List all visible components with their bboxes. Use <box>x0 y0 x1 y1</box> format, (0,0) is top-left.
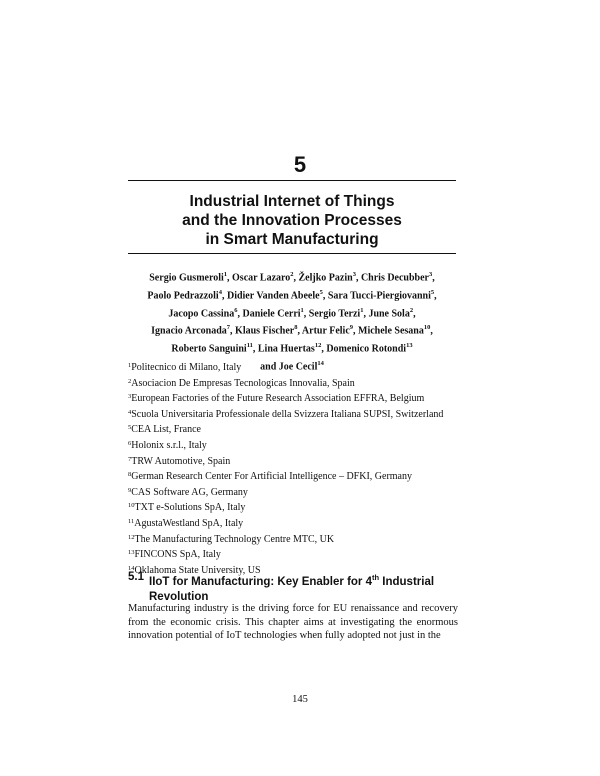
affiliation-item <box>128 406 458 422</box>
author-affiliation-number: 12 <box>314 342 322 350</box>
author-name: Sara Tucci-Piergiovanni <box>327 290 431 302</box>
affiliation-item <box>128 484 458 500</box>
affiliation-item <box>128 531 458 547</box>
author-affiliation-number: 10 <box>423 324 431 332</box>
author-name: Paolo Pedrazzoli <box>147 290 219 302</box>
affiliation-number: 8 <box>128 471 132 479</box>
affiliation-text: TXT e-Solutions SpA, Italy <box>134 502 246 514</box>
author-name: Jacopo Cassina <box>168 307 235 319</box>
author-affiliation-number: 9 <box>349 324 354 332</box>
affiliation-item <box>128 453 458 469</box>
bottom-rule <box>128 253 456 254</box>
author-name: Daniele Cerri <box>242 307 301 319</box>
author-name: Domenico Rotondi <box>326 343 407 355</box>
author-affiliation-number: 2 <box>409 306 414 314</box>
affiliation-item <box>128 499 458 515</box>
affiliation-number: 1 <box>128 362 132 369</box>
section-title-part: IIoT for Manufacturing: Key Enabler for 4 <box>149 575 372 588</box>
author-name: Chris Decubber <box>360 272 429 284</box>
section-number: 5.1 <box>128 571 144 583</box>
affiliation-text: CEA List, France <box>131 424 201 436</box>
author-name: Klaus Fischer <box>235 325 295 337</box>
author-name: Sergio Terzi <box>308 307 361 319</box>
author-name: Lina Huertas <box>257 343 315 355</box>
affiliation-number: 9 <box>128 486 132 494</box>
author-affiliation-number: 1 <box>223 271 228 278</box>
affiliation-number: 14 <box>128 564 135 572</box>
affiliation-text: Scuola Universitaria Professionale della Svizzera Italiana SUPSI, Switzerland <box>131 408 444 420</box>
author-affiliation-number: 1 <box>360 306 364 314</box>
affiliation-item <box>128 546 458 562</box>
author-affiliation-number: 5 <box>319 288 323 296</box>
author-conjunction: and <box>260 361 279 373</box>
affiliation-item <box>128 375 458 391</box>
affiliation-item <box>128 515 458 531</box>
affiliation-text: Oklahoma State University, US <box>134 564 261 576</box>
author-name: Sergio Gusmeroli <box>149 272 224 284</box>
affiliation-text: European Factories of the Future Research Association EFFRA, Belgium <box>131 393 425 405</box>
section-title-part: Industrial <box>379 575 435 588</box>
author-affiliation-number: 7 <box>226 324 231 332</box>
affiliation-number: 10 <box>128 502 135 510</box>
author-name: June Sola <box>368 307 410 319</box>
author-affiliation-number: 13 <box>406 342 413 350</box>
author-list: Sergio Gusmeroli$^1$, Oscar Lazaro$^2$, Željko Pazin$^3$, Chris Decubber$^3$, Paolo Pedrazzoli$^4$, Didier Vanden Abeele$^5$, Sara Tucci-Piergiovanni$^5$, Jacopo Cassina$^6$, Daniele Cerri$^1$, Sergio Terzi$^1$, June Sola$^2$, Ignacio Arconada$^7$, Klaus Fischer$^8$, Artur Felic$^9$, Michele Sesana$^{10}$, Roberto Sanguini$^{11}$, Lina Huertas$^{12}$, Domenico Rotondi$^{13}$ and Joe Cecil$^{14}$ <box>147 271 437 373</box>
affiliation-list <box>128 359 458 577</box>
affiliation-number: 12 <box>128 533 135 541</box>
affiliation-item <box>128 468 458 484</box>
affiliation-number: 7 <box>128 455 132 463</box>
section-title <box>149 570 458 605</box>
author-name: Joe Cecil <box>278 361 318 373</box>
affiliation-number: 5 <box>128 424 132 432</box>
author-name: Michele Sesana <box>358 325 424 337</box>
chapter-title-line: and the Innovation Processes <box>182 212 402 229</box>
affiliation-text: AgustaWestland SpA, Italy <box>134 517 244 529</box>
author-affiliation-number: 11 <box>246 342 253 350</box>
affiliation-text: CAS Software AG, Germany <box>131 486 248 498</box>
affiliation-text: Politecnico di Milano, Italy <box>131 362 242 373</box>
affiliation-number: 11 <box>128 517 135 525</box>
author-name: Željko Pazin <box>298 272 353 284</box>
author-affiliation-number: 4 <box>218 288 222 296</box>
affiliation-item <box>128 437 458 453</box>
author-affiliation-number: 5 <box>430 288 435 296</box>
affiliation-number: 4 <box>128 408 132 416</box>
affiliation-number: 2 <box>128 377 132 385</box>
top-rule <box>128 180 456 181</box>
author-affiliation-number: 6 <box>234 306 238 314</box>
chapter-title <box>128 192 456 249</box>
author-name: Ignacio Arconada <box>151 325 227 337</box>
affiliation-text: TRW Automotive, Spain <box>131 455 231 467</box>
affiliation-item <box>128 421 458 437</box>
author-affiliation-number: 3 <box>352 271 356 278</box>
body-paragraph: Manufacturing industry is the driving force for EU renaissance and recovery from the economic crisis. This chapter aims at investigating the enormous innovation potential of IoT technologies when fully adopted not just in the <box>128 603 458 642</box>
author-name: Roberto Sanguini <box>171 343 247 355</box>
chapter-title-line: Industrial Internet of Things <box>189 193 395 210</box>
page-number: 145 <box>292 694 308 705</box>
author-affiliation-number: 8 <box>294 324 298 332</box>
affiliation-item <box>128 390 458 406</box>
affiliation-number: 13 <box>128 549 135 557</box>
section-title-part: Revolution <box>149 590 209 603</box>
author-affiliation-number: 2 <box>290 271 294 278</box>
affiliation-text: The Manufacturing Technology Centre MTC, UK <box>134 533 335 545</box>
author-affiliation-number: 14 <box>317 360 324 368</box>
affiliation-item <box>128 359 458 375</box>
affiliation-text: German Research Center For Artificial Intelligence – DFKI, Germany <box>131 471 412 483</box>
section-title-sup: th <box>372 573 380 582</box>
author-affiliation-number: 3 <box>429 271 433 278</box>
chapter-title-line: in Smart Manufacturing <box>205 231 379 248</box>
author-affiliation-number: 1 <box>300 306 304 314</box>
author-name: Didier Vanden Abeele <box>226 290 320 302</box>
affiliation-number: 3 <box>128 393 132 401</box>
author-name: Oscar Lazaro <box>232 272 291 284</box>
section-heading <box>128 570 458 605</box>
affiliation-text: Asociacion De Empresas Tecnologicas Innovalia, Spain <box>131 377 355 389</box>
affiliation-text: Holonix s.r.l., Italy <box>131 439 207 451</box>
affiliation-number: 6 <box>128 439 132 447</box>
chapter-number: 5 <box>293 152 307 177</box>
affiliation-text: FINCONS SpA, Italy <box>134 549 221 561</box>
author-name: Artur Felic <box>301 325 350 337</box>
